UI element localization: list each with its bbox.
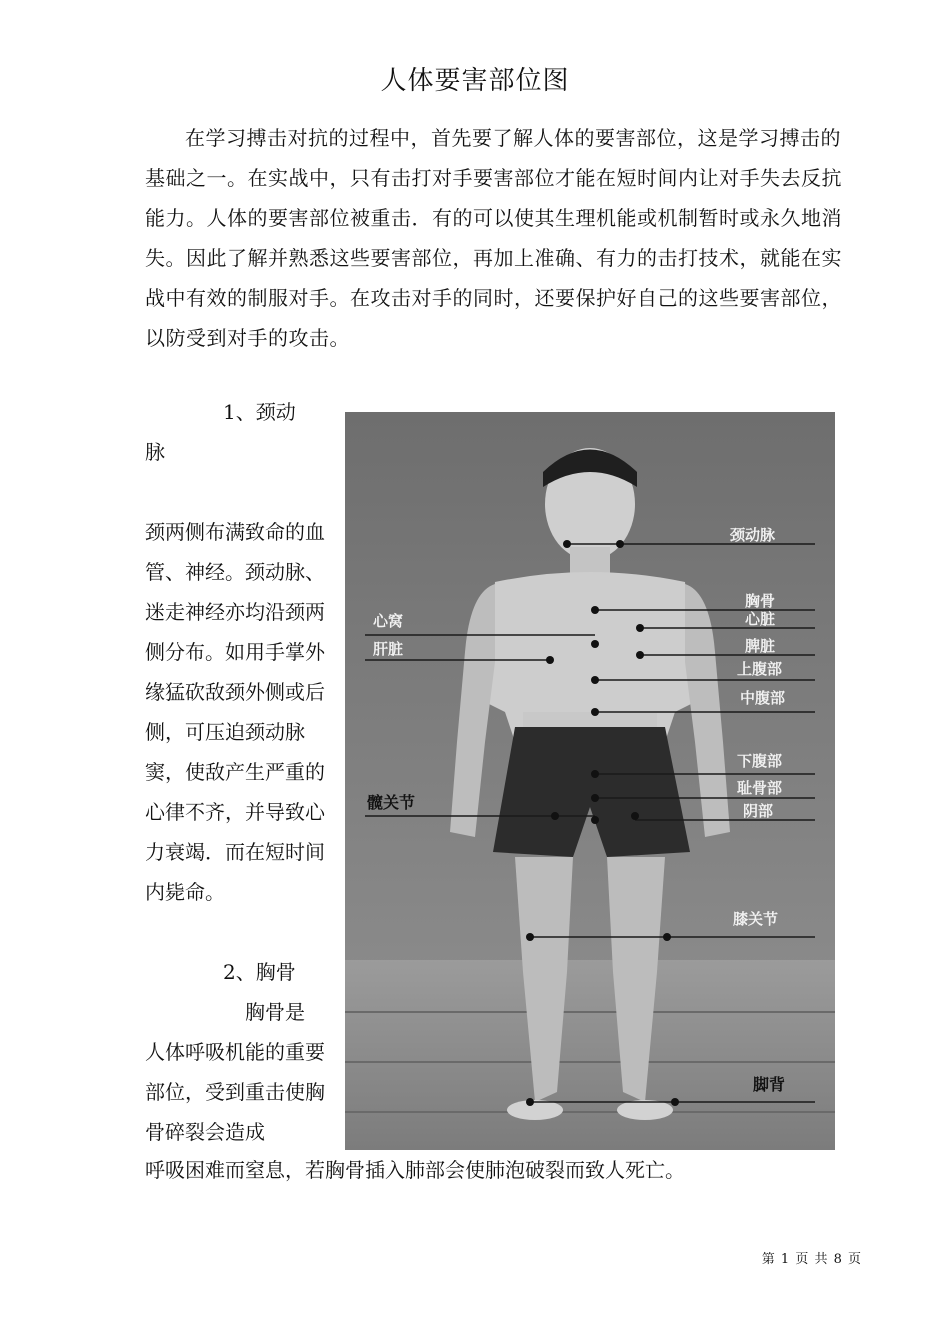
section-1-heading-wrap: 脉 xyxy=(145,440,165,464)
label-pubic: 耻骨部 xyxy=(737,779,783,797)
intro-paragraph: 在学习搏击对抗的过程中，首先要了解人体的要害部位，这是学习搏击的基础之一。在实战中，只有击打对手要害部位才能在短时间内让对手失去反抗能力。人体的要害部位被重击．有的可以使其生理机能或机制暂时或永久地消失。因此了解并熟悉这些要害部位，再加上准确、有力的击打技术，就能在实战中有效的制服对手。在攻击对手的同时，还要保护好自己的这些要害部位，以防受到对手的攻击。 xyxy=(145,126,842,350)
page-footer: 第 1 页 共 8 页 xyxy=(761,1252,862,1267)
section-1-heading: 1、颈动 xyxy=(223,400,296,424)
label-neck: 颈动脉 xyxy=(730,526,776,544)
section-2-lead: 胸骨是 xyxy=(245,1000,305,1024)
label-spleen: 脾脏 xyxy=(745,637,776,655)
page-title: 人体要害部位图 xyxy=(380,66,570,96)
label-sternum: 胸骨 xyxy=(745,592,776,610)
label-lower-abdomen: 下腹部 xyxy=(737,752,783,770)
label-groin: 阴部 xyxy=(743,802,774,820)
body-vital-points-figure xyxy=(345,412,835,1150)
section-2-tail: 呼吸困难而窒息，若胸骨插入肺部会使肺泡破裂而致人死亡。 xyxy=(145,1158,685,1182)
section-2-body: 人体呼吸机能的重要部位，受到重击使胸骨碎裂会造成 xyxy=(145,1040,325,1144)
section-2-heading: 2、胸骨 xyxy=(223,960,296,984)
label-liver: 肝脏 xyxy=(373,640,404,658)
section-1-body: 颈两侧布满致命的血管、神经。颈动脉、迷走神经亦均沿颈两侧分布。如用手掌外缘猛砍敌颈外侧或后侧，可压迫颈动脉窦，使敌产生严重的心律不齐，并导致心力衰竭．而在短时间内毙命。 xyxy=(145,520,325,904)
label-upper-abdomen: 上腹部 xyxy=(737,660,783,678)
label-mid-abdomen: 中腹部 xyxy=(740,689,786,707)
label-solar-plexus: 心窝 xyxy=(373,612,404,630)
label-hip: 髋关节 xyxy=(367,793,416,812)
label-heart: 心脏 xyxy=(745,610,776,628)
label-knee: 膝关节 xyxy=(733,910,779,928)
label-instep: 脚背 xyxy=(753,1075,786,1094)
